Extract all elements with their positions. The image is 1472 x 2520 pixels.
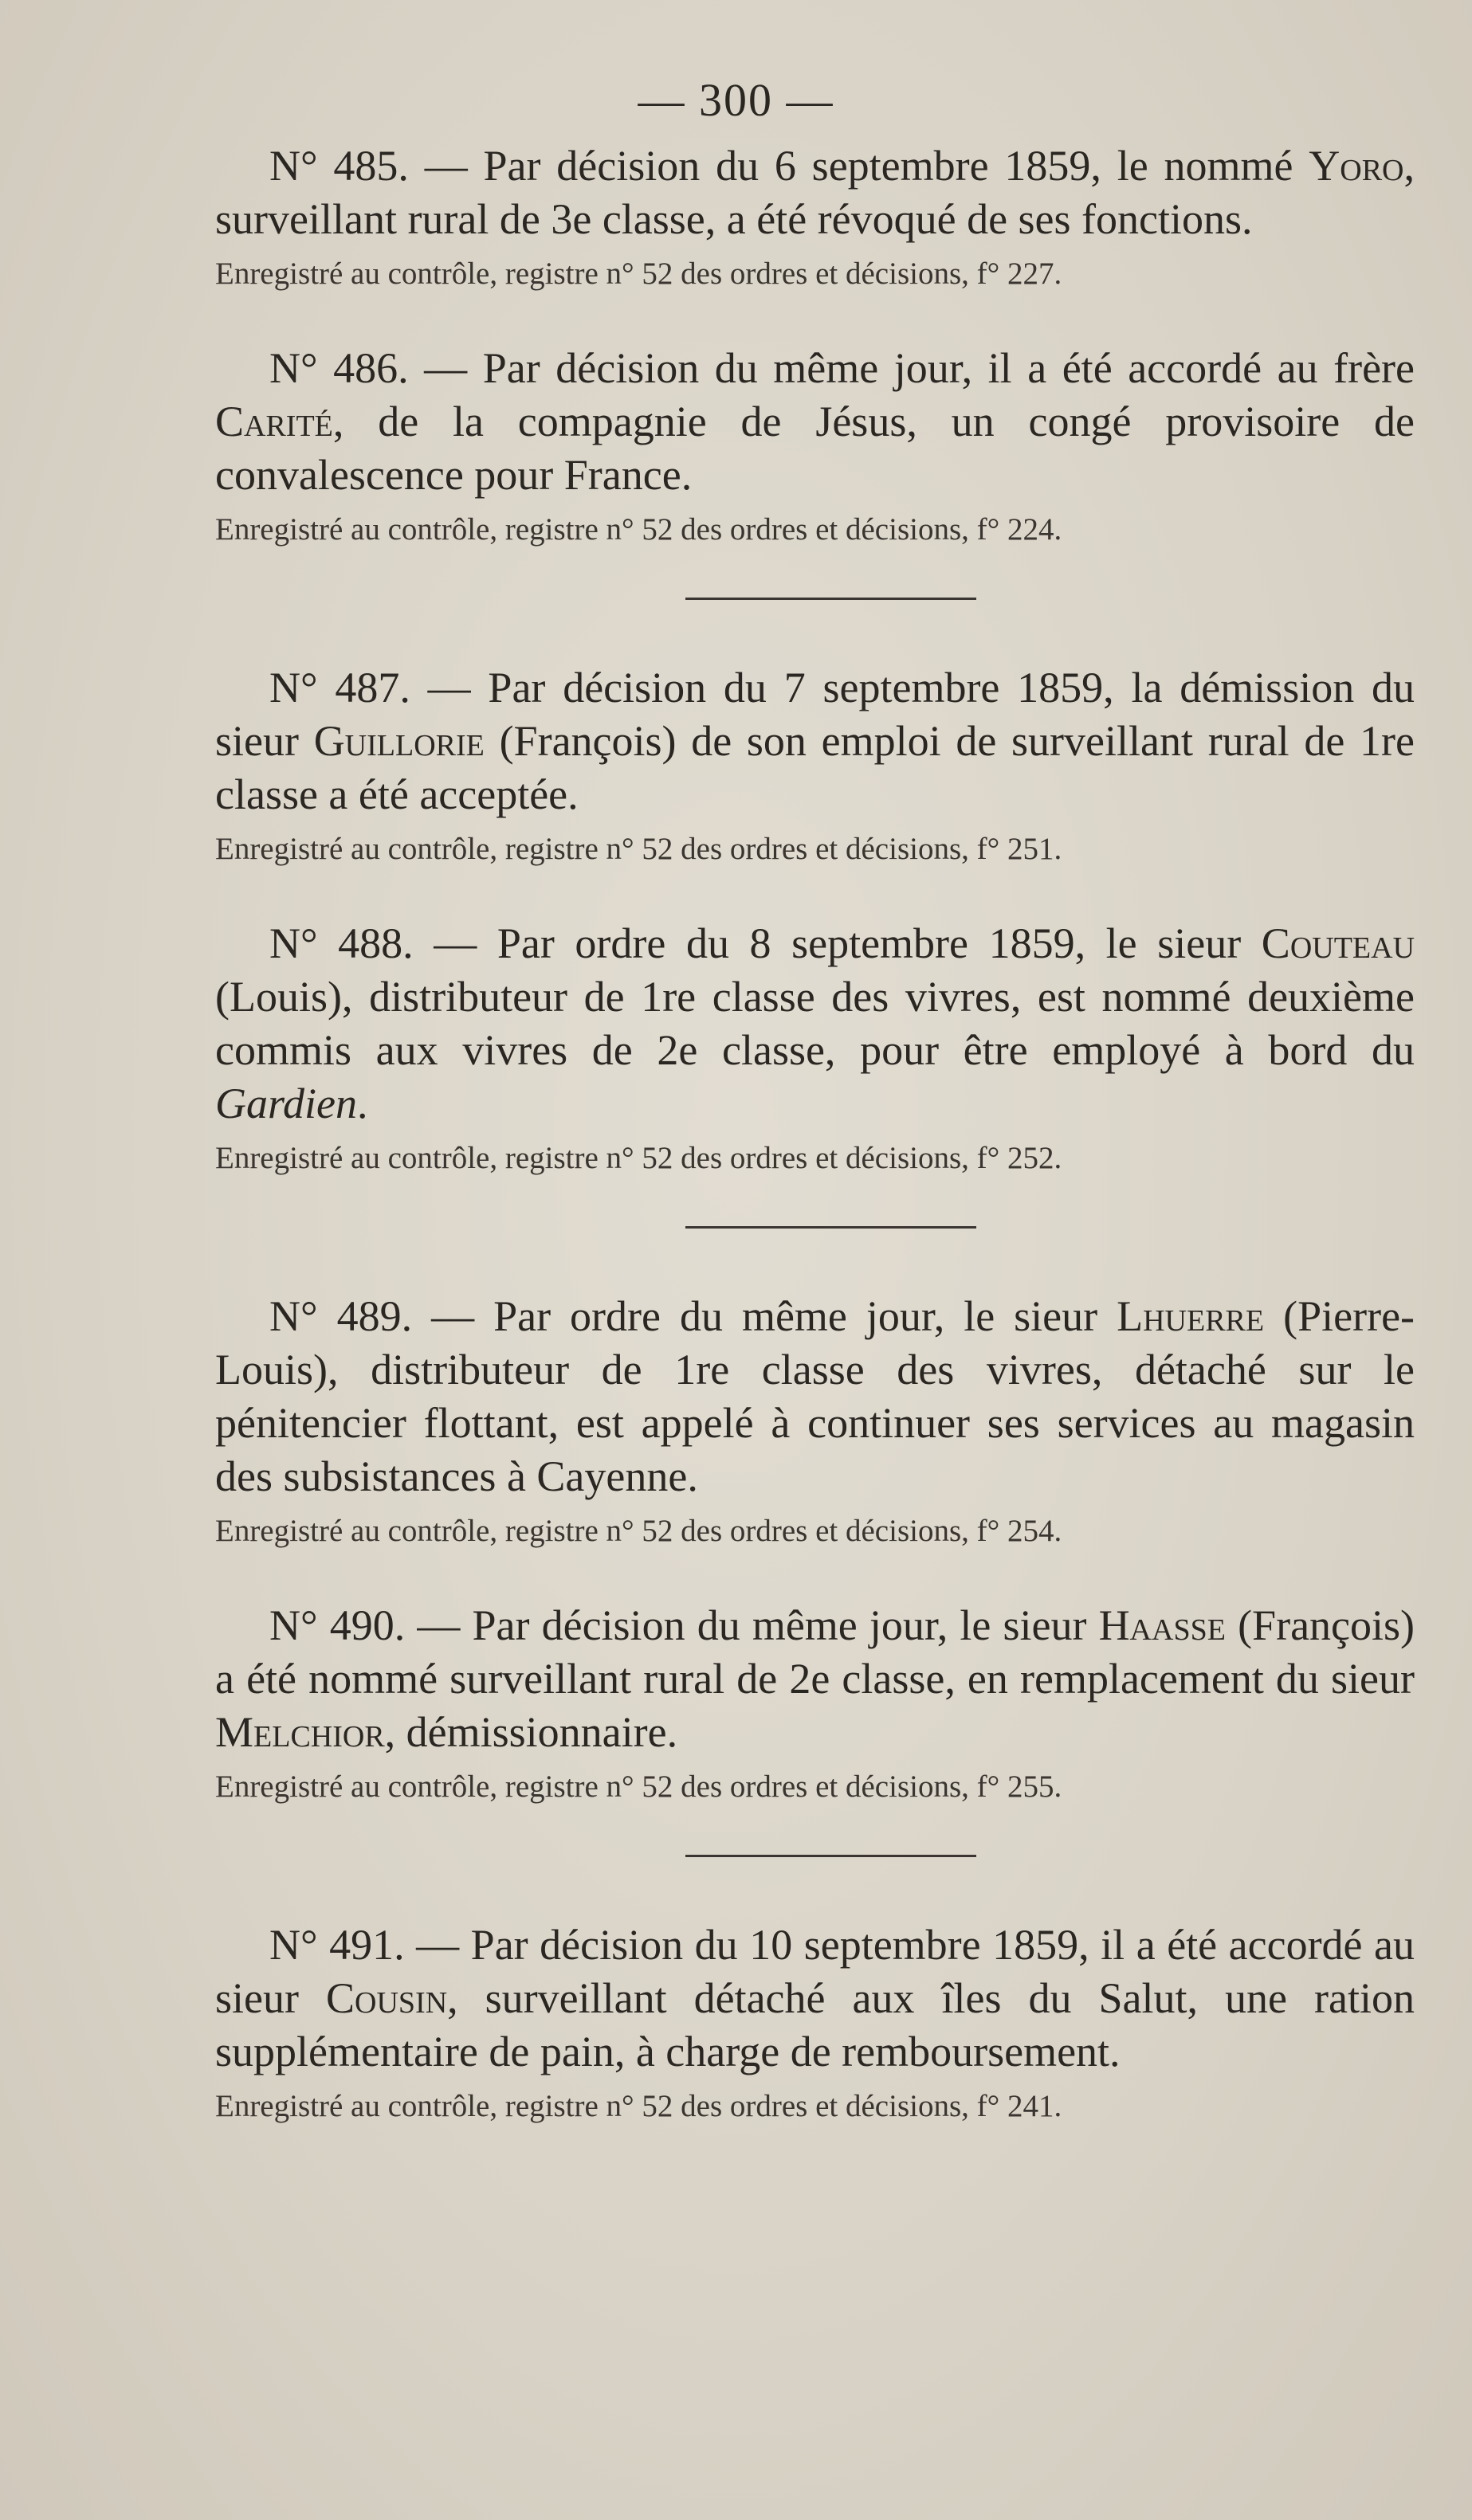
entry-text-part: (François) a été nommé surveillant rural de 2e classe, en remplacement du sieur xyxy=(215,1601,1415,1703)
person-name: Carité xyxy=(215,398,333,445)
person-name: Couteau xyxy=(1261,919,1415,967)
entry-text-part: — Par décision du 10 septembre 1859, il a été accordé au sieur xyxy=(215,1921,1415,2022)
entry-text-part: , de la compagnie de Jésus, un congé provisoire de convalescence pour France. xyxy=(215,398,1415,499)
entry-text xyxy=(215,1290,1415,1503)
entry-491 xyxy=(215,1918,1415,2126)
person-name: Guillorie xyxy=(313,717,485,765)
entry-number: N° 487. xyxy=(269,664,410,711)
separator-rule xyxy=(685,1855,976,1857)
registration-note: Enregistré au contrôle, registre n° 52 des ordres et décisions, f° 254. xyxy=(215,1514,1062,1548)
entry-text-part: — Par ordre du 8 septembre 1859, le sieur xyxy=(413,919,1262,967)
entry-text xyxy=(215,917,1415,1131)
entry-number: N° 485. xyxy=(269,142,409,190)
entry-text-part: (Pierre-Louis), distributeur de 1re classe des vivres, détaché sur le pénitencier flottant, est appelé à continuer ses services au magasin des subsistances à Cayenne. xyxy=(215,1292,1415,1500)
entry-number: N° 489. xyxy=(269,1292,413,1340)
entry-text xyxy=(215,1599,1415,1759)
entry-number: N° 488. xyxy=(269,919,414,967)
entry-text-part: , surveillant rural de 3e classe, a été révoqué de ses fonctions. xyxy=(215,142,1415,243)
entry-number: N° 486. xyxy=(269,344,409,392)
registration-note: Enregistré au contrôle, registre n° 52 des ordres et décisions, f° 252. xyxy=(215,1141,1062,1175)
registration-note: Enregistré au contrôle, registre n° 52 des ordres et décisions, f° 255. xyxy=(215,1769,1062,1804)
entry-text-part: — Par décision du même jour, il a été accordé au frère xyxy=(408,344,1415,392)
separator-rule xyxy=(685,598,976,600)
page-number: — 300 — xyxy=(638,74,834,126)
ship-name: Gardien xyxy=(215,1080,357,1127)
entry-text-part: — Par ordre du même jour, le sieur xyxy=(412,1292,1117,1340)
entry-489 xyxy=(215,1290,1415,1551)
entry-text-part: — Par décision du même jour, le sieur xyxy=(405,1601,1099,1649)
entry-text-part: (François) de son emploi de surveillant rural de 1re classe a été acceptée. xyxy=(215,717,1415,818)
entry-487 xyxy=(215,661,1415,869)
separator-rule xyxy=(685,1226,976,1229)
entry-text-part: , surveillant détaché aux îles du Salut, une ration supplémentaire de pain, à charge de remboursement. xyxy=(215,1974,1415,2075)
entry-text xyxy=(215,342,1415,502)
entry-485 xyxy=(215,139,1415,294)
entry-text-part: , démissionnaire. xyxy=(384,1708,678,1756)
person-name: Haasse xyxy=(1098,1601,1226,1649)
registration-note: Enregistré au contrôle, registre n° 52 des ordres et décisions, f° 227. xyxy=(215,257,1062,291)
entry-number: N° 491. xyxy=(269,1921,405,1969)
entry-text-part: — Par décision du 6 septembre 1859, le nommé xyxy=(408,142,1309,190)
registration-note: Enregistré au contrôle, registre n° 52 des ordres et décisions, f° 224. xyxy=(215,512,1062,547)
entry-488 xyxy=(215,917,1415,1178)
registration-note: Enregistré au contrôle, registre n° 52 des ordres et décisions, f° 251. xyxy=(215,832,1062,866)
person-name: Melchior xyxy=(215,1708,385,1756)
person-name: Yoro xyxy=(1309,142,1404,190)
entry-486 xyxy=(215,342,1415,550)
entry-text xyxy=(215,661,1415,821)
entry-text-part: (Louis), distributeur de 1re classe des vivres, est nommé deuxième commis aux vivres de 2e classe, pour être employé à bord du xyxy=(215,973,1415,1074)
decisions-list xyxy=(215,139,1415,2126)
entry-text xyxy=(215,139,1415,246)
person-name: Cousin xyxy=(326,1974,448,2022)
entry-text-part: . xyxy=(356,1080,368,1127)
registration-note: Enregistré au contrôle, registre n° 52 des ordres et décisions, f° 241. xyxy=(215,2089,1062,2123)
entry-490 xyxy=(215,1599,1415,1807)
person-name: Lhuerre xyxy=(1117,1292,1265,1340)
entry-text-part: — Par décision du 7 septembre 1859, la démission du sieur xyxy=(215,664,1415,765)
entry-text xyxy=(215,1918,1415,2079)
entry-number: N° 490. xyxy=(269,1601,406,1649)
